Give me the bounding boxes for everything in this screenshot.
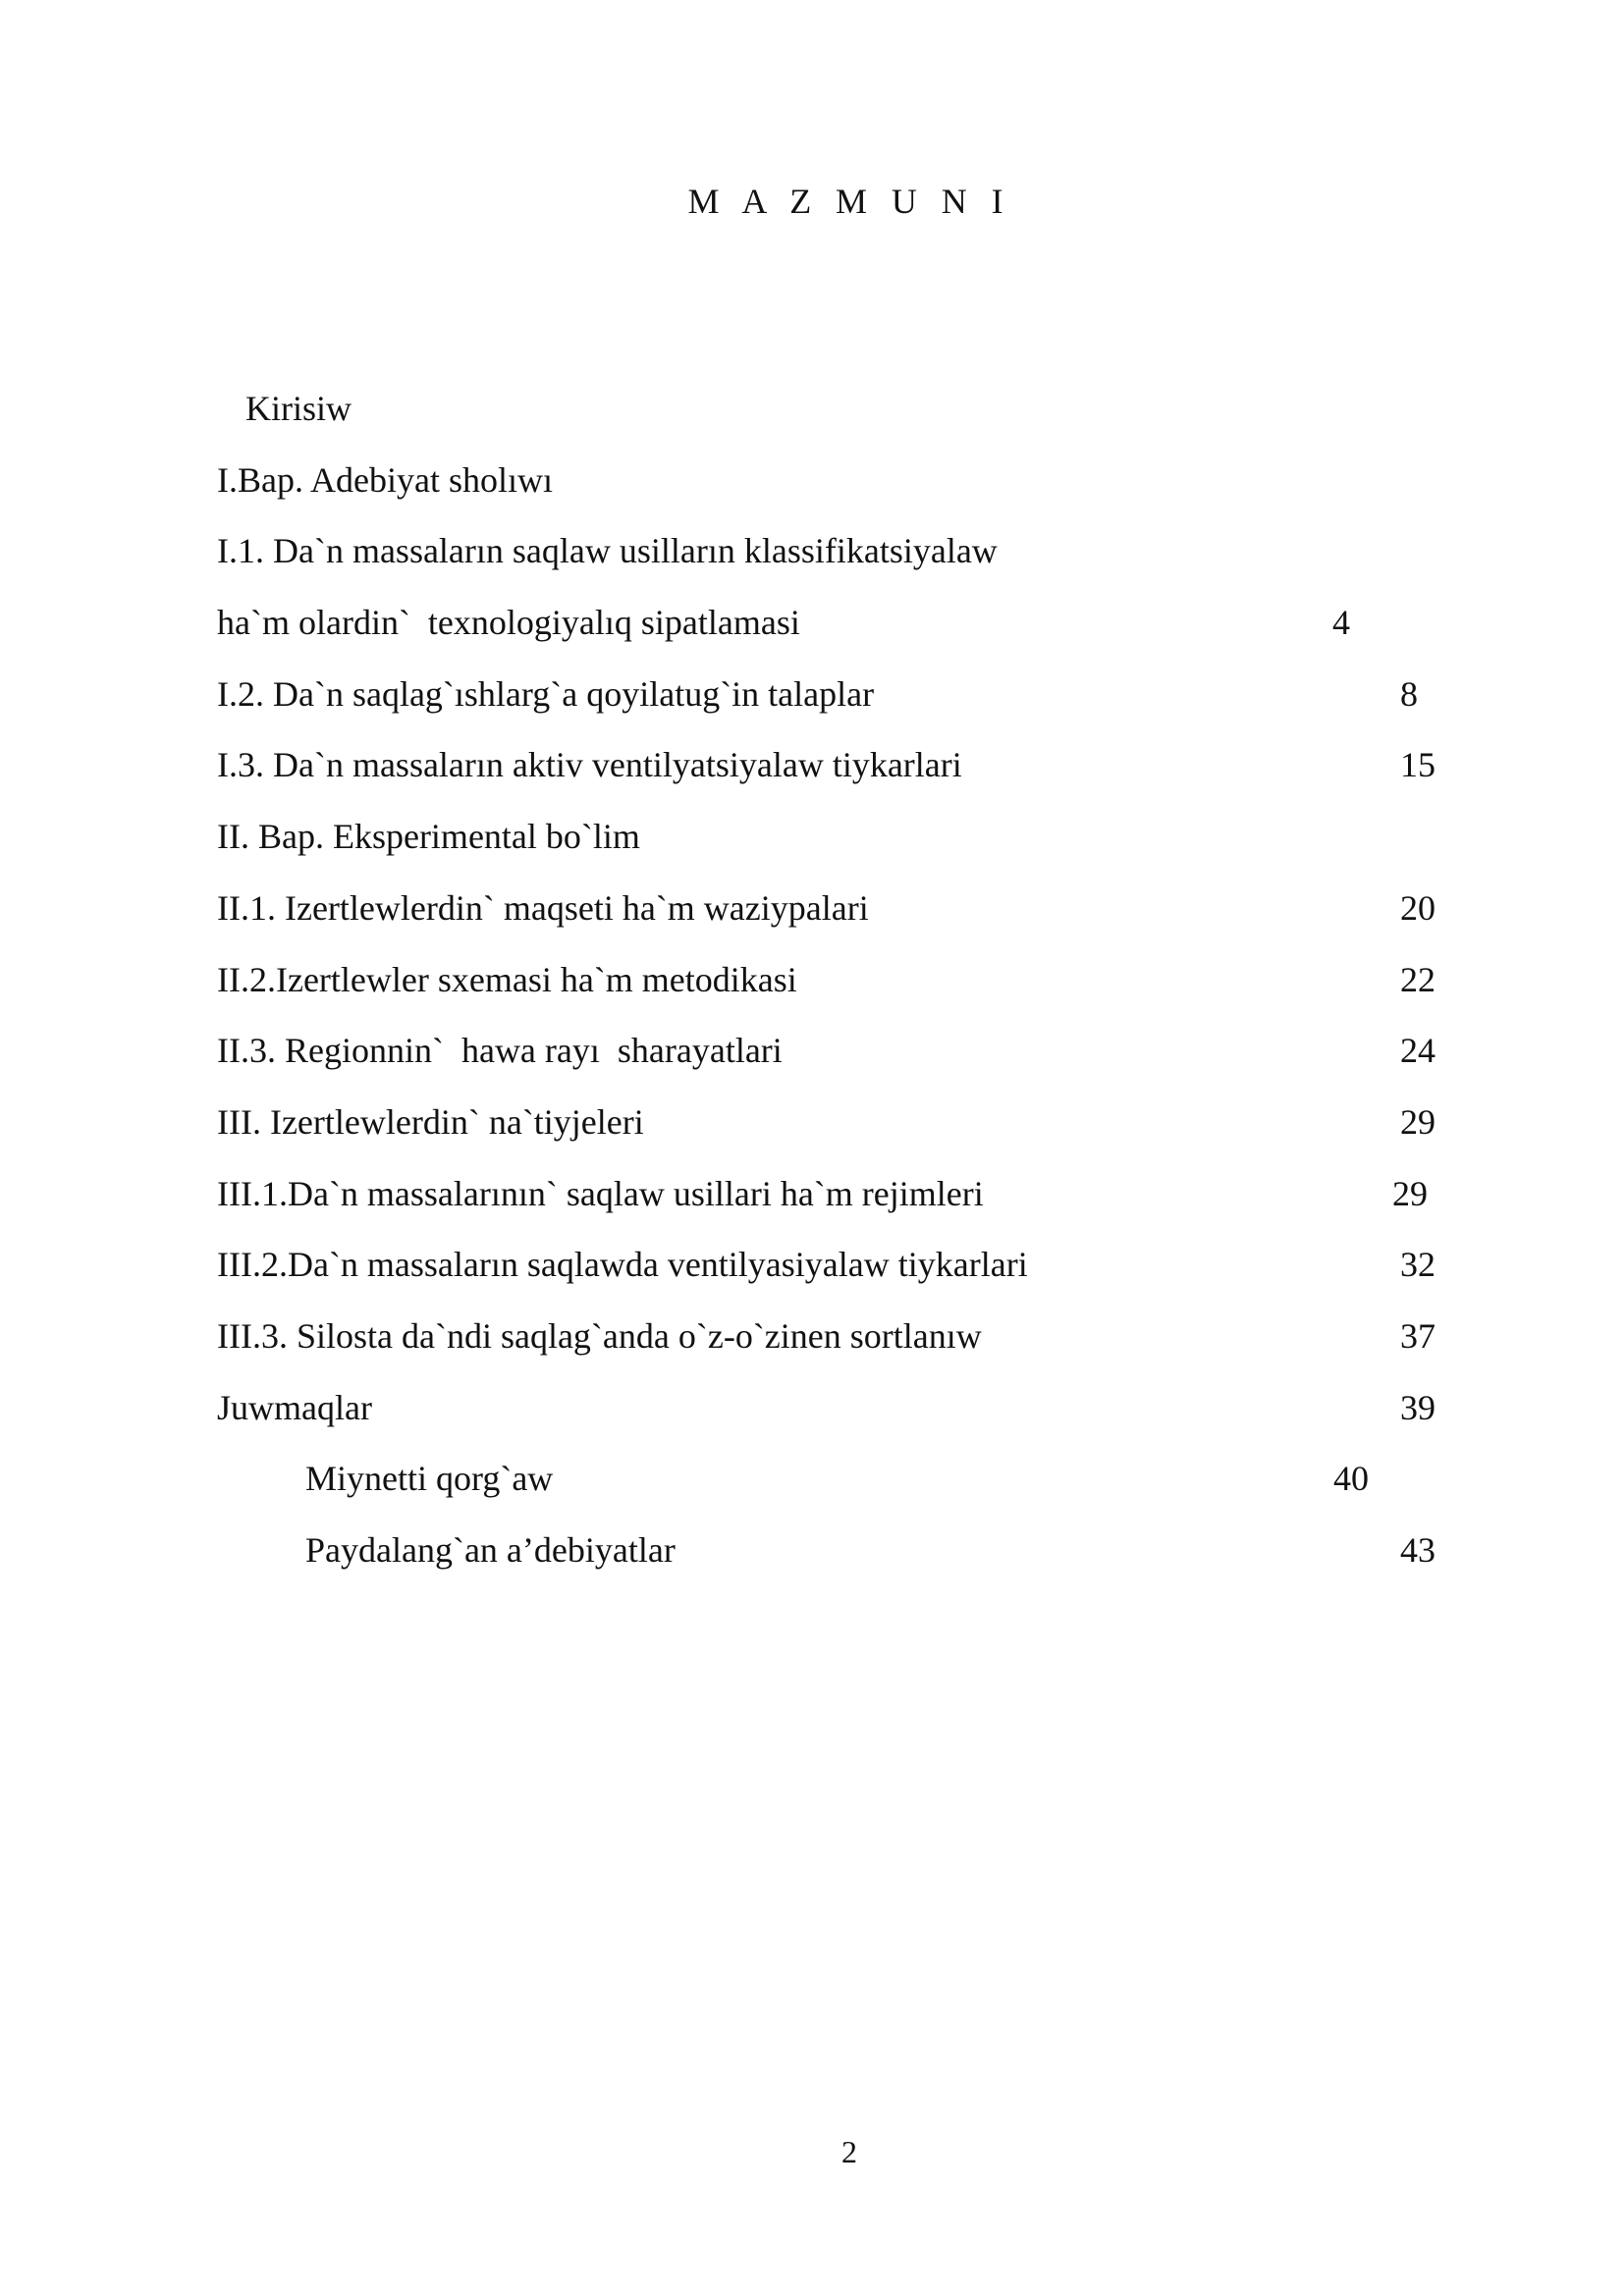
toc-entry-page: 20 [1400,887,1435,928]
table-of-contents [0,384,1624,1597]
toc-entry-label: I.Bap. Adebiyat sholıwı [217,459,553,500]
toc-entry-label: II.1. Izertlewlerdin` maqseti ha`m waziypalari [217,887,869,928]
toc-entry-label: Miynetti qorg`aw [305,1459,554,1499]
toc-entry [0,669,1624,741]
toc-entry-label: I.3. Da`n massaların aktiv ventilyatsiyalaw tiykarlari [217,745,962,785]
toc-entry-page: 22 [1400,959,1435,999]
toc-entry [0,384,1624,455]
toc-entry-page: 43 [1400,1530,1435,1570]
toc-entry [0,1525,1624,1597]
toc-entry-label: I.2. Da`n saqlag`ıshlarg`a qoyilatug`in talaplar [217,673,875,714]
toc-entry [0,1240,1624,1311]
toc-entry [0,1383,1624,1455]
toc-entry-label: III.2.Da`n massaların saqlawda ventilyasiyalaw tiykarlari [217,1245,1028,1285]
toc-entry-label: III.3. Silosta da`ndi saqlag`anda o`z-o`zinen sortlanıw [217,1315,982,1356]
toc-entry-label: III. Izertlewlerdin` na`tiyjeleri [217,1101,644,1142]
toc-entry [0,598,1624,669]
toc-entry-label: II. Bap. Eksperimental bo`lim [217,817,640,857]
toc-entry [0,1097,1624,1169]
toc-entry-page: 29 [1400,1101,1435,1142]
toc-entry-page: 32 [1400,1245,1435,1285]
toc-entry-page: 37 [1400,1315,1435,1356]
toc-entry [0,1026,1624,1097]
toc-entry [0,955,1624,1027]
toc-entry-label: III.1.Da`n massalarının` saqlaw usillari ha`m rejimleri [217,1173,984,1213]
page-title: M A Z M U N I [687,182,1011,221]
toc-entry [0,740,1624,812]
toc-entry [0,1311,1624,1383]
toc-entry-page: 29 [1392,1173,1428,1213]
toc-entry-label: Paydalang`an a’debiyatlar [305,1530,676,1570]
toc-entry [0,1169,1624,1241]
toc-entry-page: 40 [1333,1459,1369,1499]
toc-entry-page: 15 [1400,745,1435,785]
toc-entry [0,526,1624,598]
toc-entry [0,455,1624,527]
toc-entry [0,883,1624,955]
toc-entry-label: II.3. Regionnin` hawa rayı sharayatlari [217,1031,783,1071]
toc-entry-label: Juwmaqlar [217,1387,372,1427]
toc-entry-page: 39 [1400,1387,1435,1427]
toc-entry-page: 8 [1400,673,1418,714]
toc-entry-label: I.1. Da`n massaların saqlaw usilların klassifikatsiyalaw [217,531,998,571]
toc-entry-page: 24 [1400,1031,1435,1071]
toc-entry-label: Kirisiw [245,389,352,428]
page-number: 2 [841,2134,857,2169]
toc-entry-label: ha`m olardin` texnologiyalıq sipatlamasi [217,603,800,643]
toc-entry-page: 4 [1332,603,1350,643]
toc-entry [0,812,1624,883]
toc-entry-label: II.2.Izertlewler sxemasi ha`m metodikasi [217,959,797,999]
toc-entry [0,1454,1624,1525]
